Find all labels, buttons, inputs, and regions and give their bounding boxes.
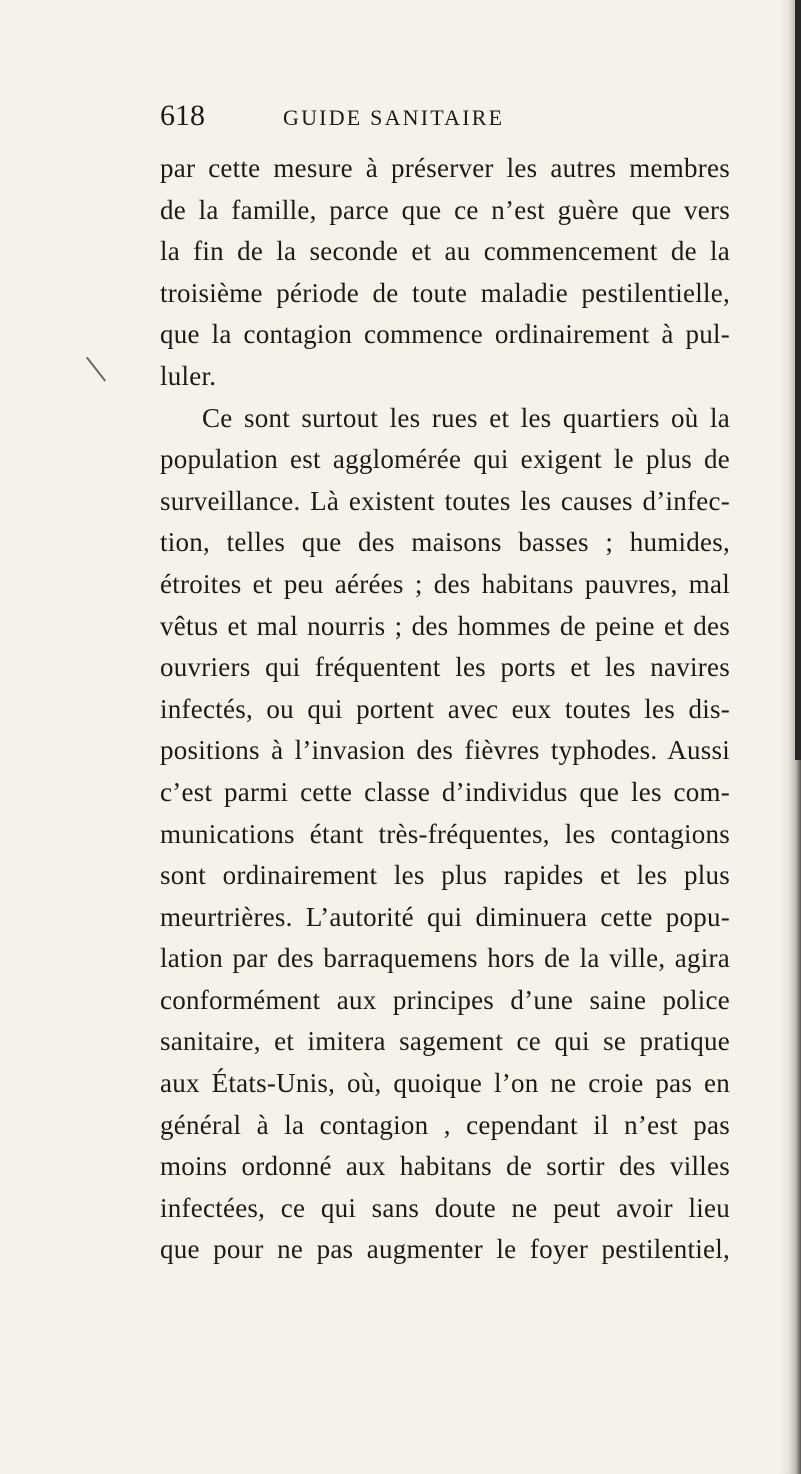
running-head: GUIDE SANITAIRE: [283, 105, 505, 130]
text-line: munications étant très-fréquentes, les contagions: [160, 818, 730, 849]
text-line: général à la contagion , cependant il n’est pas: [160, 1109, 730, 1140]
text-line: étroites et peu aérées ; des habitans pauvres, mal: [160, 568, 730, 599]
text-line: surveillance. Là existent toutes les causes d’infec-: [160, 485, 730, 516]
text-line: troisième période de toute maladie pestilentielle,: [160, 277, 730, 308]
text-line: c’est parmi cette classe d’individus que les com-: [160, 776, 730, 807]
text-line: vêtus et mal nourris ; des hommes de peine et des: [160, 610, 730, 641]
margin-pencil-mark: [86, 357, 106, 382]
text-line: tion, telles que des maisons basses ; humides,: [160, 527, 730, 558]
text-line: sont ordinairement les plus rapides et les plus: [160, 860, 730, 891]
text-line: lation par des barraquemens hors de la ville, agira: [160, 943, 730, 974]
text-line: par cette mesure à préserver les autres membres: [160, 153, 730, 183]
text-line: que la contagion commence ordinairement à pul-: [160, 319, 730, 350]
text-line: sanitaire, et imitera sagement ce qui se pratique: [160, 1026, 730, 1057]
text-line: de la famille, parce que ce n’est guère que vers: [160, 194, 730, 225]
text-line: que pour ne pas augmenter le foyer pestilentiel,: [160, 1234, 730, 1265]
text-line: conformément aux principes d’une saine police: [160, 984, 730, 1015]
text-line: luler.: [160, 360, 217, 391]
page-header: [160, 96, 720, 140]
page-number: 618: [160, 99, 205, 132]
text-line: Ce sont surtout les rues et les quartiers où la: [202, 402, 730, 433]
paragraph-1: [160, 148, 730, 398]
text-line: aux États-Unis, où, quoique l’on ne croie pas en: [160, 1068, 730, 1099]
text-line: infectées, ce qui sans doute ne peut avoir lieu: [160, 1192, 730, 1223]
body-text: [160, 148, 730, 1271]
text-line: la fin de la seconde et au commencement de la: [160, 236, 730, 267]
text-line: meurtrières. L’autorité qui diminuera cette popu-: [160, 901, 730, 932]
text-line: positions à l’invasion des fièvres typhodes. Aussi: [160, 735, 730, 766]
paragraph-2: [160, 398, 730, 1271]
text-line: moins ordonné aux habitans de sortir des villes: [160, 1151, 730, 1182]
text-line: ouvriers qui fréquentent les ports et les navires: [160, 652, 730, 683]
text-line: population est agglomérée qui exigent le plus de: [160, 444, 730, 475]
text-line: infectés, ou qui portent avec eux toutes les dis-: [160, 693, 730, 724]
page-edge-binding: [795, 0, 801, 760]
